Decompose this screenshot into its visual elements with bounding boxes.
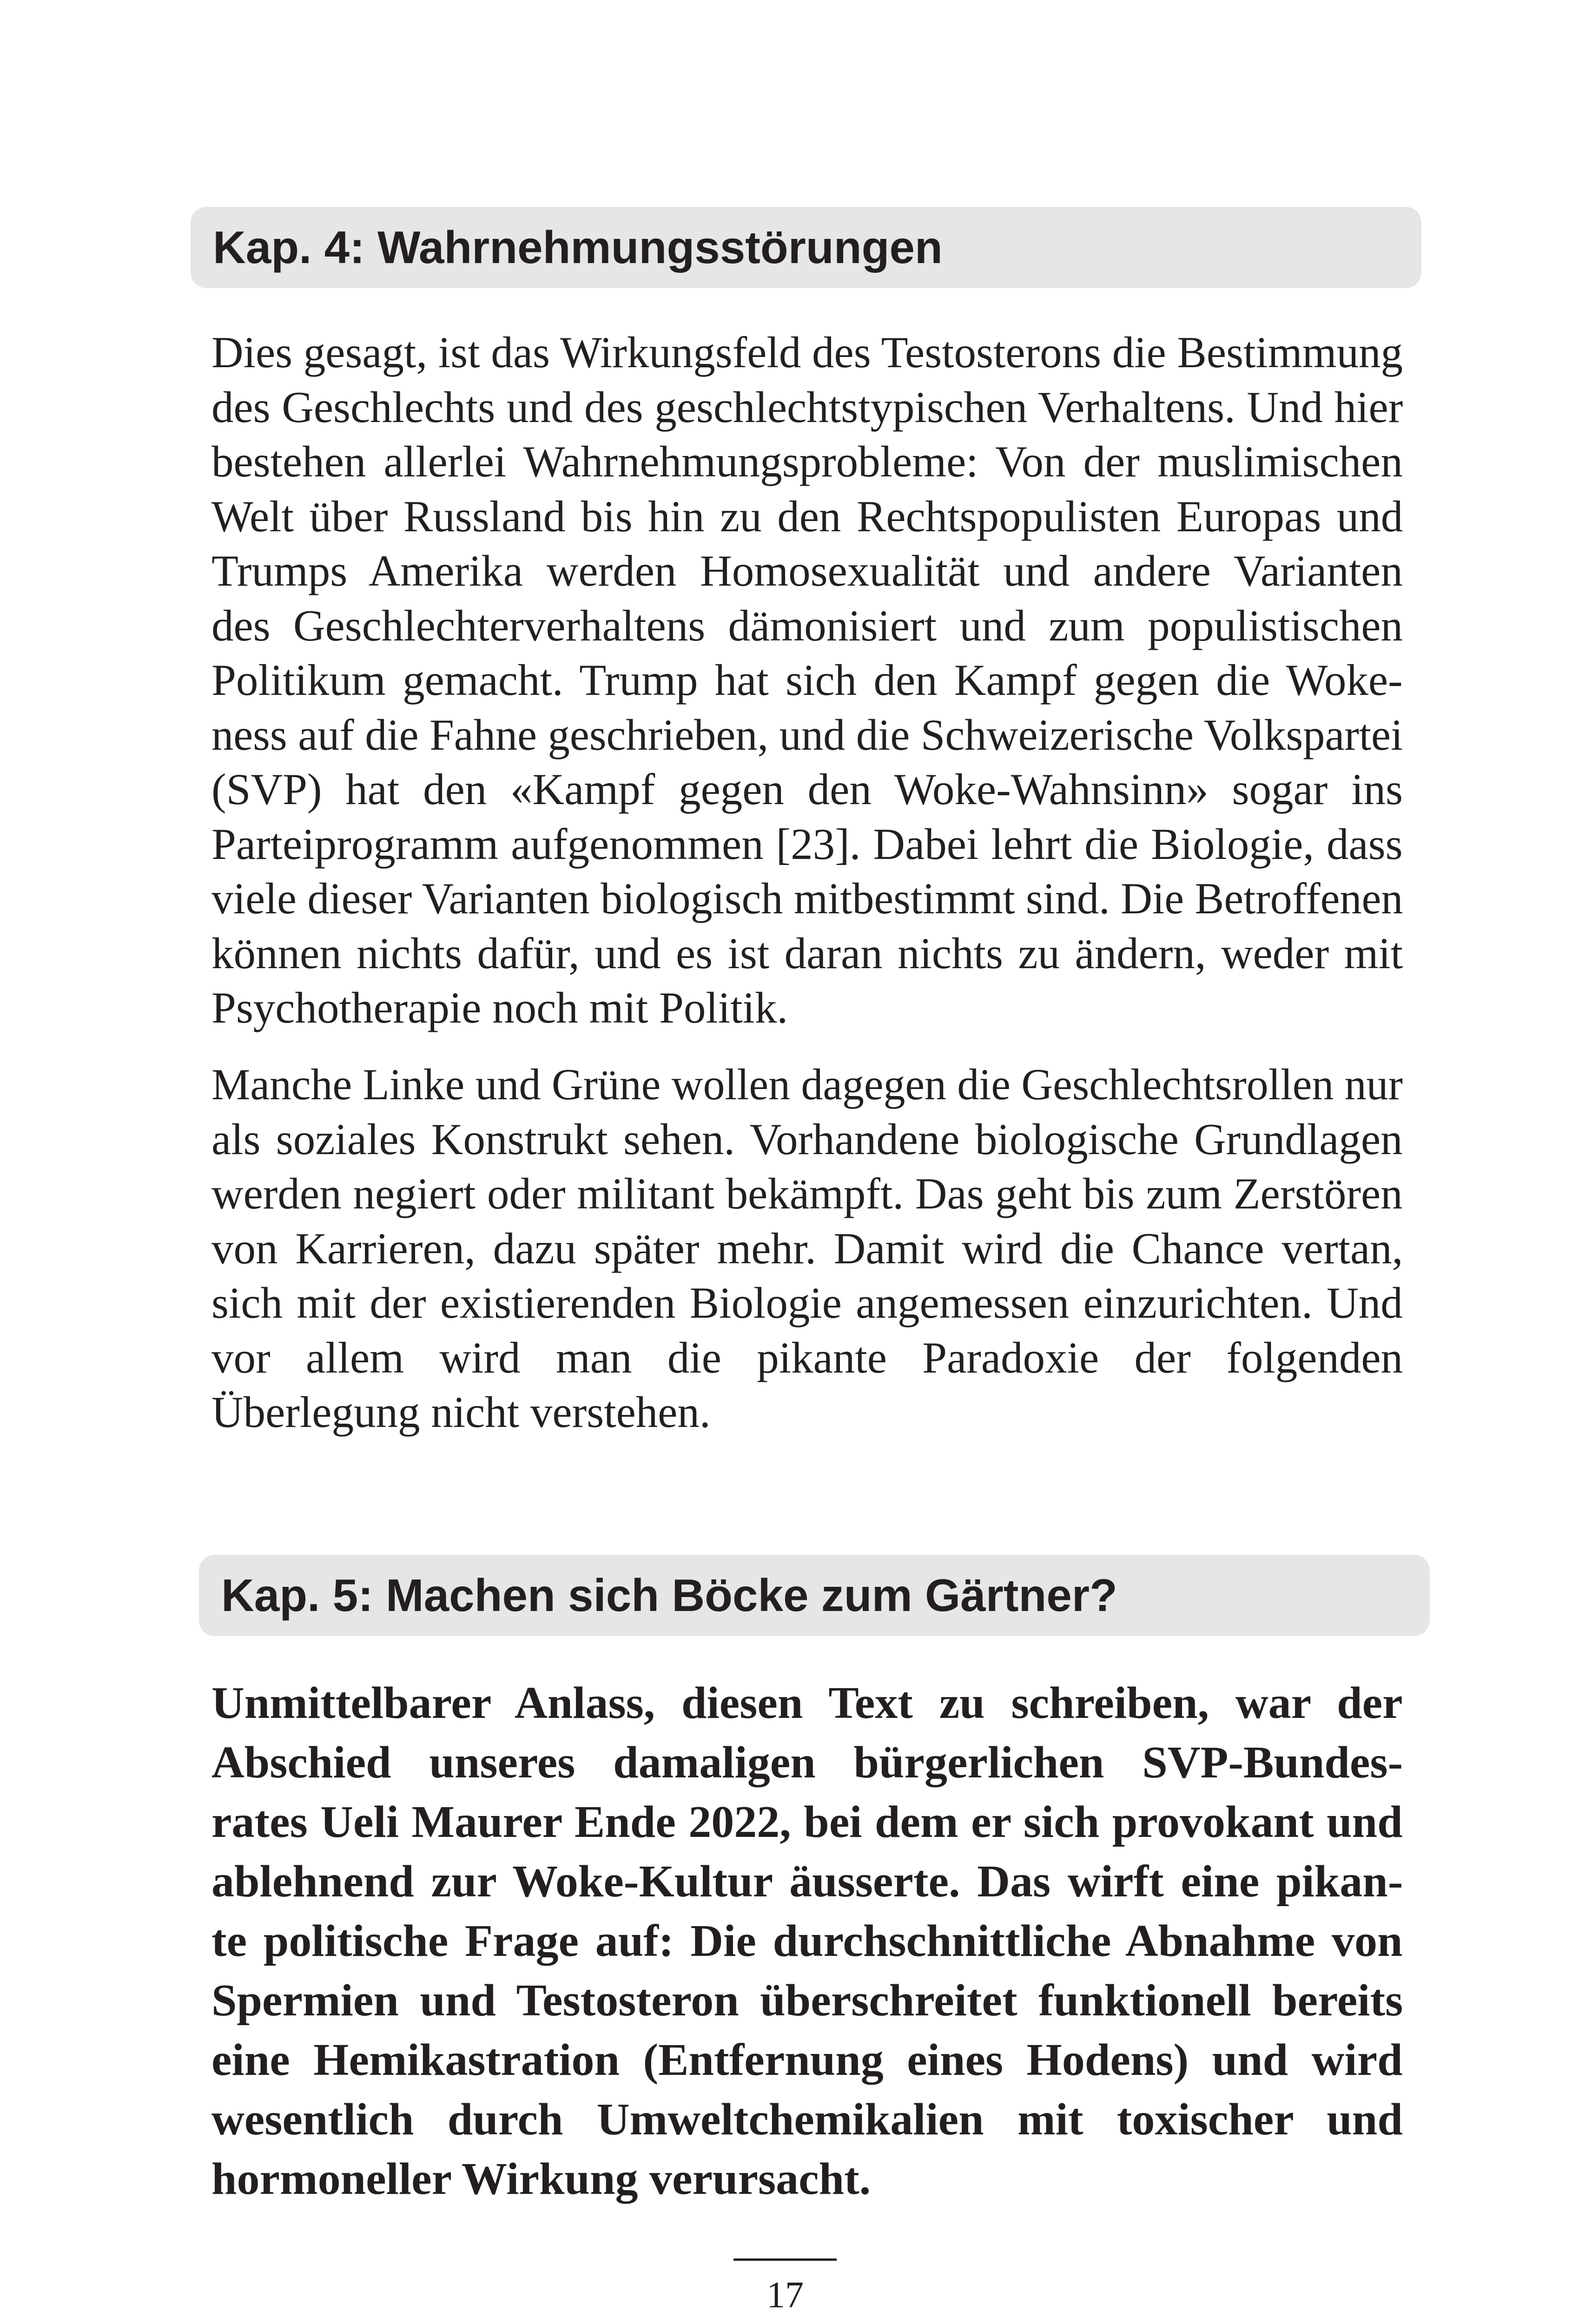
text-line: eine Hemikastration (Entfernung eines Hodens) und wird [211,2035,1403,2085]
chapter-5-title: Kap. 5: Machen sich Böcke zum Gärtner? [221,1570,1117,1621]
text-line: sich mit der existierenden Biologie angemessen einzurichten. Und [211,1278,1403,1327]
text-line: als soziales Konstrukt sehen. Vorhandene biologische Grundlagen [211,1114,1403,1164]
text-line: ablehnend zur Woke-Kultur äusserte. Das wirft eine pikan- [211,1856,1403,1907]
chapter-5-heading-bar [199,1555,1430,1636]
text-line: Trumps Amerika werden Homosexualität und andere Varianten [211,546,1403,595]
text-line: Überlegung nicht verstehen. [211,1387,711,1437]
text-line: Psychotherapie noch mit Politik. [211,983,788,1032]
text-line: wesentlich durch Umweltchemikalien mit toxischer und [211,2094,1403,2145]
text-line: Manche Linke und Grüne wollen dagegen die Geschlechtsrollen nur [211,1060,1403,1109]
text-line: ness auf die Fahne geschrieben, und die Schweizerische Volkspartei [211,710,1403,759]
text-line: Politikum gemacht. Trump hat sich den Kampf gegen die Woke- [211,655,1403,705]
text-line: (SVP) hat den «Kampf gegen den Woke-Wahnsinn» sogar ins [211,765,1403,814]
text-line: bestehen allerlei Wahrnehmungsprobleme: Von der muslimischen [211,437,1403,486]
text-line: Welt über Russland bis hin zu den Rechtspopulisten Europas und [211,491,1403,541]
text-line: können nichts dafür, und es ist daran nichts zu ändern, weder mit [211,928,1403,978]
text-line: viele dieser Varianten biologisch mitbestimmt sind. Die Betroffenen [211,874,1403,923]
text-line: des Geschlechterverhaltens dämonisiert und zum populistischen [211,601,1403,650]
text-line: des Geschlechts und des geschlechtstypischen Verhaltens. Und hier [211,382,1403,432]
text-line: von Karrieren, dazu später mehr. Damit wird die Chance vertan, [211,1223,1403,1273]
text-line: rates Ueli Maurer Ende 2022, bei dem er sich provokant und [211,1797,1403,1847]
text-line: vor allem wird man die pikante Paradoxie der folgenden [211,1333,1403,1382]
chapter-4-title: Kap. 4: Wahrnehmungsstörungen [213,222,943,273]
chapter-4-heading-bar [191,207,1421,288]
text-line: werden negiert oder militant bekämpft. Das geht bis zum Zerstören [211,1169,1403,1218]
text-line: te politische Frage auf: Die durchschnittliche Abnahme von [211,1916,1403,1966]
text-line: Parteiprogramm aufgenommen [23]. Dabei lehrt die Biologie, dass [211,819,1403,869]
text-line: hormoneller Wirkung verursacht. [211,2154,871,2204]
chapter-4-paragraph-1 [211,325,1403,1036]
footer-divider [733,2258,837,2261]
page-number: 17 [766,2275,804,2316]
text-line: Abschied unseres damaligen bürgerlichen SVP-Bundes- [211,1737,1403,1788]
chapter-4-paragraph-2 [211,1057,1403,1440]
text-line: Spermien und Testosteron überschreitet funktionell bereits [211,1975,1403,2026]
text-line: Unmittelbarer Anlass, diesen Text zu schreiben, war der [211,1678,1403,1728]
text-line: Dies gesagt, ist das Wirkungsfeld des Testosterons die Bestimmung [211,328,1403,377]
chapter-5-lead-paragraph [211,1673,1403,2209]
